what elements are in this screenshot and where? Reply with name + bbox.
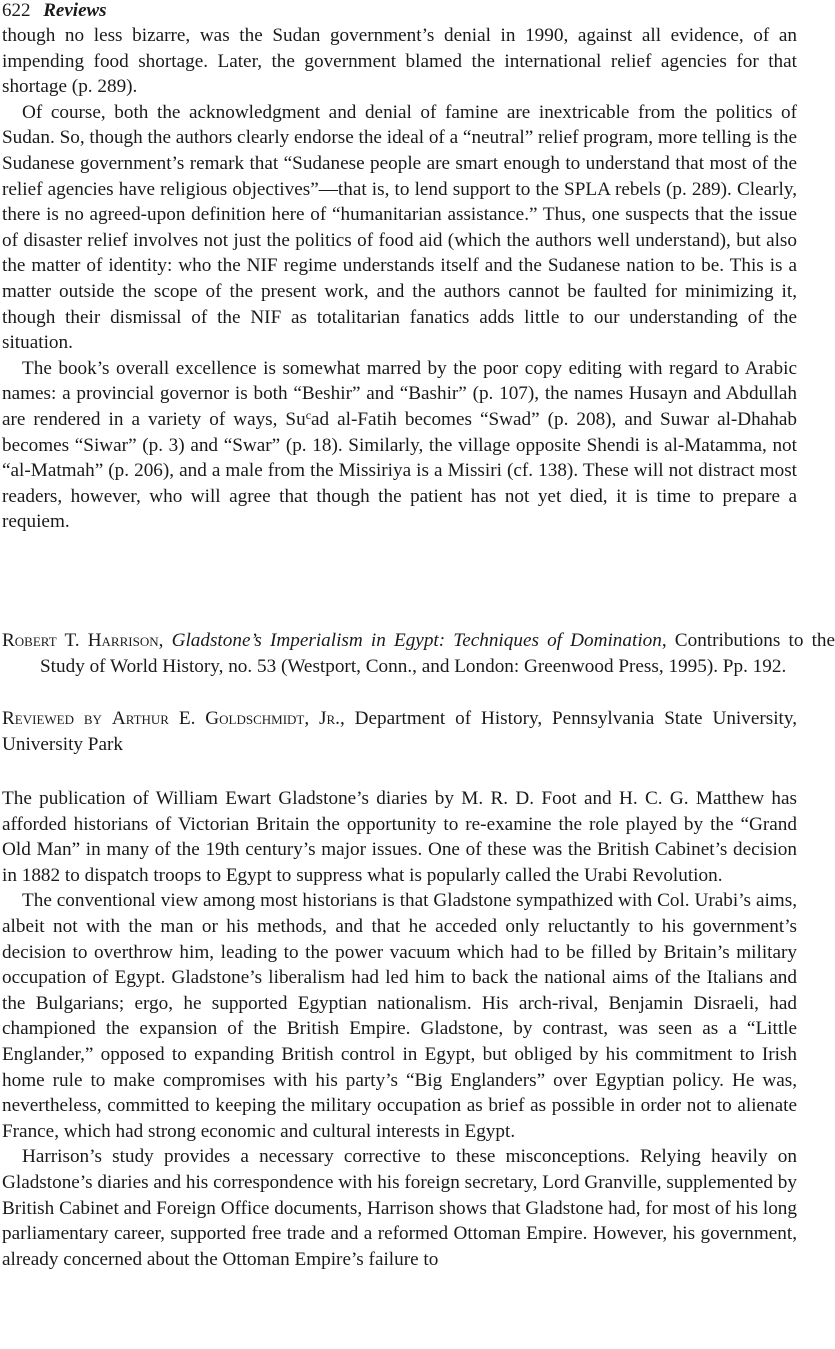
reviewer-name: Arthur E. Goldschmidt, Jr., [111,708,345,729]
paragraph-1: though no less bizarre, was the Sudan government’s denial in 1990, against all evidence, of an impending food shortage. Later, the government blamed the international relief agencies for that shortage (p. 289). [2,25,797,98]
section-title: Reviews [43,0,107,21]
reviewer-affiliation: Department of History, Pennsylvania State University, University Park [2,708,798,755]
running-header [2,0,792,22]
paragraph-3: Harrison’s study provides a necessary corrective to these misconceptions. Relying heavily on Gladstone’s diaries and his correspondence with his foreign secretary, Lord Granville, supplemented by British Cabinet and Foreign Office documents, Harrison shows that Gladstone had, for most of his long parliamentary career, supported free trade and a reformed Ottoman Empire. However, his government, already concerned about the Ottoman Empire’s failure to [2,1146,797,1270]
book-title: Gladstone’s Imperialism in Egypt: Techniques of Domination [171,630,662,651]
superscript-ayn: c [305,407,312,422]
paragraph-2: Of course, both the acknowledgment and denial of famine are inextricable from the politics of Sudan. So, though the authors clearly endorse the ideal of a “neutral” relief program, more telling is the Sudanese government’s remark that “Sudanese people are smart enough to understand that most of the relief agencies have religious objectives”—that is, to lend support to the SPLA rebels (p. 289). Clearly, there is no agreed-upon definition here of “humanitarian assistance.” Thus, one suspects that the issue of disaster relief involves not just the politics of food aid (which the authors well understand), but also the matter of identity: who the NIF regime understands itself and the Sudanese nation to be. This is a matter outside the scope of the present work, and the authors cannot be faulted for minimizing it, though their dismissal of the NIF as totalitarian fanatics adds little to our understanding of the situation. [2,101,797,354]
book-details: , Contributions to the Study of World History, no. 53 (Westport, Conn., and London: Greenwood Press, 1995). Pp. 192. [40,630,835,677]
paragraph-1: The publication of William Ewart Gladstone’s diaries by M. R. D. Foot and H. C. G. Matthew has afforded historians of Victorian Britain the opportunity to re-examine the role played by the “Grand Old Man” in many of the 19th century’s major issues. One of these was the British Cabinet’s decision in 1882 to dispatch troops to Egypt to suppress what is popularly called the Urabi Revolution. [2,788,797,886]
reviewer-prefix: Reviewed by [2,708,102,729]
review-2-body [2,786,797,1272]
paragraph-3: The book’s overall excellence is somewhat marred by the poor copy editing with regard to Arabic names: a provincial governor is both “Beshir” and “Bashir” (p. 107), the names Husayn and Abdullah are rendered in a variety of ways, Su$^c$ad al-Fatih becomes “Swad” (p. 208), and Suwar al-Dhahab becomes “Siwar” (p. 3) and “Swar” (p. 18). Similarly, the village opposite Shendi is al-Matamma, not “al-Matmah” (p. 206), and a male from the Missiriya is a Missiri (cf. 138). These will not distract most readers, however, who will agree that though the patient has not yet died, it is time to prepare a requiem. [2,357,797,533]
reviewer-line [2,706,797,757]
book-citation [2,628,835,679]
review-1-body [2,23,797,535]
book-author: Robert T. Harrison, [2,630,164,651]
page-number: 622 [2,0,31,21]
paragraph-2: The conventional view among most historians is that Gladstone sympathized with Col. Urabi’s aims, albeit not with the man or his methods, and that he acceded only reluctantly to his government’s decision to overthrow him, leading to the power vacuum which had to be filled by Britain’s military occupation of Egypt. Gladstone’s liberalism had led him to back the national aims of the Italians and the Bulgarians; ergo, he supported Egyptian nationalism. His arch-rival, Benjamin Disraeli, had championed the expansion of the British Empire. Gladstone, by contrast, was seen as a “Little Englander,” opposed to expanding British control in Egypt, but obliged by his commitment to Irish home rule to make compromises with his party’s “Big Englanders” over Egyptian policy. He was, nevertheless, committed to keeping the military occupation as brief as possible in order not to alienate France, which had strong economic and cultural interests in Egypt. [2,890,797,1142]
